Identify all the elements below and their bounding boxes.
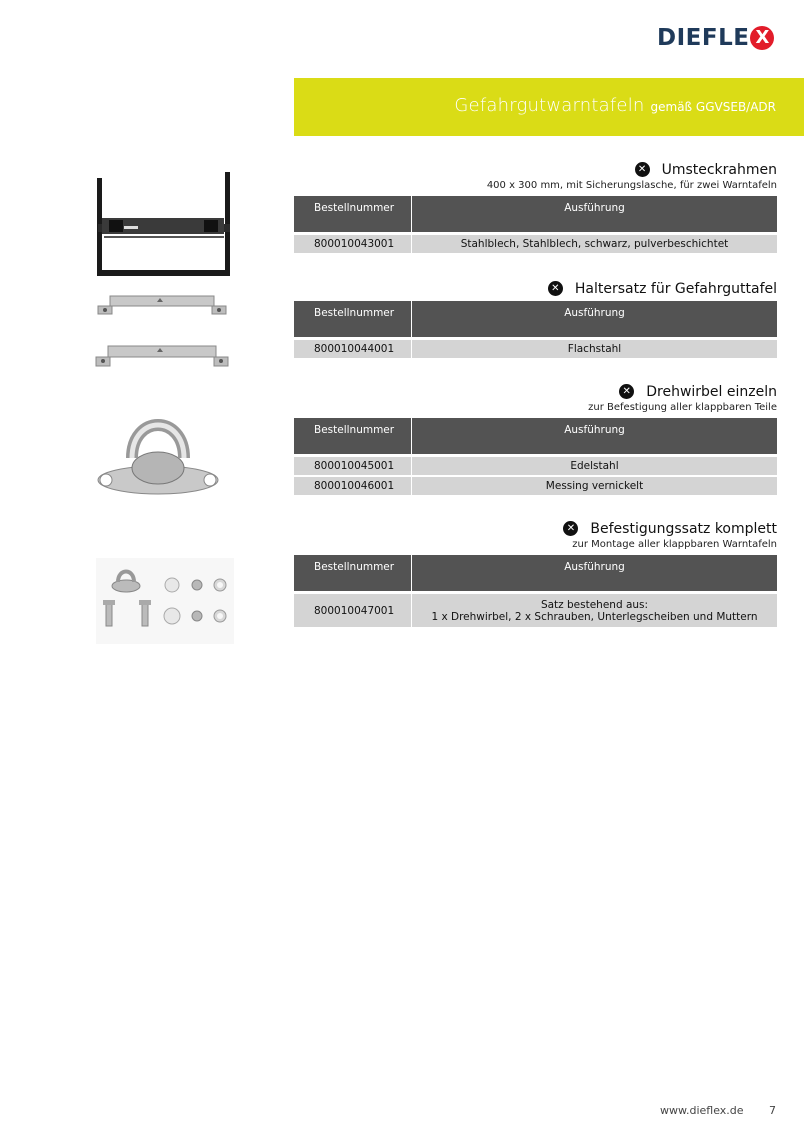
category-banner: [294, 78, 804, 136]
header-ausfuehrung: Ausführung: [564, 202, 625, 214]
table-row: [294, 340, 777, 358]
row-description: Flachstahl: [567, 343, 622, 355]
section-umsteckrahmen: [294, 161, 777, 255]
section-title: ✕ Drehwirbel einzeln: [294, 383, 777, 401]
section-befestigungssatz: [294, 520, 777, 629]
section-drehwirbel: [294, 383, 777, 497]
order-number: 800010046001: [294, 477, 412, 495]
header-bestellnummer: Bestellnummer: [294, 418, 412, 454]
footer-url[interactable]: www.dieflex.de: [660, 1104, 744, 1117]
header-bestellnummer: Bestellnummer: [294, 196, 412, 232]
order-number: 800010047001: [294, 594, 412, 627]
page-number: 7: [769, 1104, 776, 1117]
dieflex-logo: [657, 24, 777, 52]
header-bestellnummer: Bestellnummer: [294, 301, 412, 337]
header-ausfuehrung: Ausführung: [564, 424, 625, 436]
order-number: 800010045001: [294, 457, 412, 475]
order-number: 800010044001: [294, 340, 412, 358]
row-description: Stahlblech, Stahlblech, schwarz, pulverbeschichtet: [460, 238, 729, 250]
section-subtitle: 400 x 300 mm, mit Sicherungslasche, für zwei Warntafeln: [486, 180, 777, 191]
befestigungssatz-image: [96, 558, 234, 644]
banner-title: Gefahrgutwarntafeln: [454, 95, 645, 116]
haltersatz-bracket-bottom: [94, 340, 230, 370]
drehwirbel-image: [92, 402, 224, 498]
haltersatz-bracket-top: [96, 290, 228, 318]
table-row: [294, 457, 777, 475]
row-description: Edelstahl: [570, 460, 619, 472]
table-header: [294, 555, 777, 591]
order-number: 800010043001: [294, 235, 412, 253]
row-description-line-1: Satz bestehend aus:: [540, 598, 649, 611]
section-title: ✕ Befestigungssatz komplett: [294, 520, 777, 538]
x-bullet-icon: ✕: [619, 384, 634, 399]
section-subtitle: zur Montage aller klappbaren Warntafeln: [572, 539, 777, 550]
table-header: [294, 301, 777, 337]
x-bullet-icon: ✕: [635, 162, 650, 177]
section-subtitle: zur Befestigung aller klappbaren Teile: [588, 402, 777, 413]
header-bestellnummer: Bestellnummer: [294, 555, 412, 591]
row-description-line-2: 1 x Drehwirbel, 2 x Schrauben, Unterlegscheiben und Muttern: [431, 610, 758, 623]
table-row: [294, 594, 777, 627]
banner-subtitle: gemäß GGVSEB/ADR: [650, 100, 776, 114]
table-header: [294, 418, 777, 454]
umsteckrahmen-image: [94, 170, 236, 278]
table-row: [294, 235, 777, 253]
x-bullet-icon: ✕: [563, 521, 578, 536]
table-header: [294, 196, 777, 232]
logo-text: DIEFLE: [657, 25, 750, 51]
row-description: Messing vernickelt: [545, 480, 644, 492]
x-bullet-icon: ✕: [548, 281, 563, 296]
section-haltersatz: [294, 280, 777, 360]
logo-x-mark: X: [750, 26, 774, 50]
section-title: ✕ Umsteckrahmen: [294, 161, 777, 179]
header-ausfuehrung: Ausführung: [564, 561, 625, 573]
section-title: ✕ Haltersatz für Gefahrguttafel: [294, 280, 777, 298]
table-row: [294, 477, 777, 495]
header-ausfuehrung: Ausführung: [564, 307, 625, 319]
